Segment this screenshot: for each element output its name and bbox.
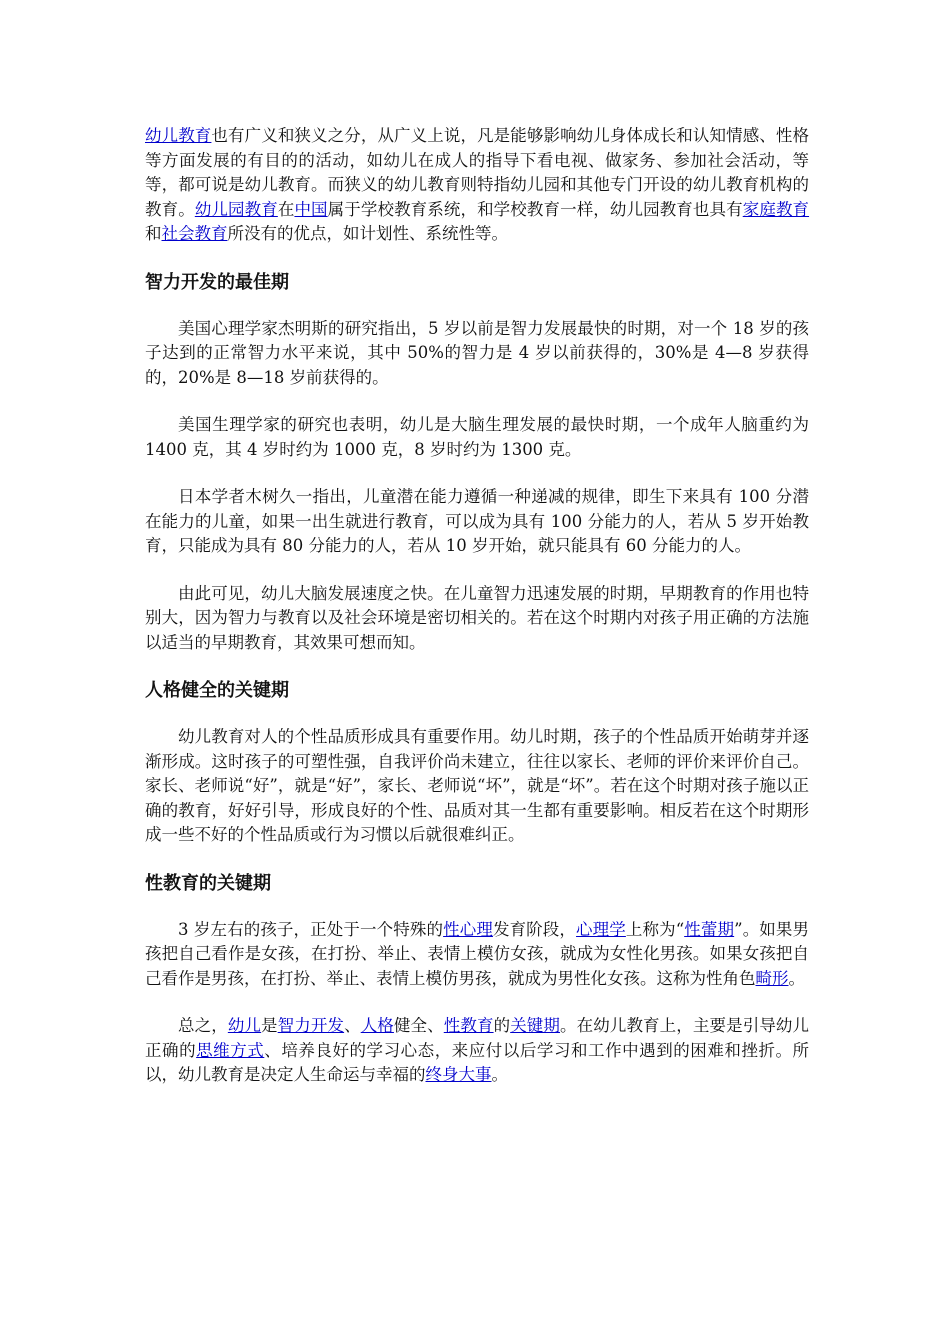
paragraph-text: 和 xyxy=(145,224,162,243)
paragraph-text: 是 xyxy=(261,1016,278,1035)
paragraph-text: 总之， xyxy=(178,1016,228,1035)
paragraph xyxy=(145,918,809,992)
hyperlink[interactable]: 心理学 xyxy=(576,919,626,939)
hyperlink[interactable]: 思维方式 xyxy=(196,1040,265,1060)
hyperlink[interactable]: 幼儿 xyxy=(227,1016,262,1035)
paragraph xyxy=(145,1014,809,1088)
hyperlink[interactable]: 幼儿教育 xyxy=(145,126,212,145)
paragraph-text: 。 xyxy=(491,1065,508,1084)
paragraph-text: 也有广义和狭义之分，从广义上说，凡是能够影响幼儿身体成长和认知情感、性格等方面发展的有目的的活动，如幼儿在成人的指导下看电视、做家务、参加社会活动，等等，都可说是幼儿教育。而狭义的幼儿教育则特指幼儿园和其他专门开设的幼儿教育机构的教育。 xyxy=(145,126,810,219)
paragraph-text: 的 xyxy=(493,1016,511,1035)
paragraph-text: 美国生理学家的研究也表明，幼儿是大脑生理发展的最快时期，一个成年人脑重约为 1400 克，其 4 岁时约为 1000 克，8 岁时约为 1300 克。 xyxy=(145,415,809,459)
hyperlink[interactable]: 性心理 xyxy=(443,919,493,939)
paragraph-text: 在 xyxy=(277,199,295,219)
paragraph-text: 上称为“ xyxy=(625,919,685,939)
paragraph-text: 所没有的优点，如计划性、系统性等。 xyxy=(227,224,508,243)
hyperlink[interactable]: 性教育 xyxy=(443,1016,494,1035)
hyperlink[interactable]: 关键期 xyxy=(510,1016,561,1035)
hyperlink[interactable]: 社会教育 xyxy=(161,224,228,243)
paragraph xyxy=(145,413,809,462)
section-heading: 性教育的关键期 xyxy=(145,872,271,894)
paragraph xyxy=(145,317,809,391)
hyperlink[interactable]: 性蕾期 xyxy=(684,919,735,939)
paragraph-text: 由此可见，幼儿大脑发展速度之快。在儿童智力迅速发展的时期，早期教育的作用也特别大，因为智力与教育以及社会环境是密切相关的。若在这个时期内对孩子用正确的方法施以适当的早期教育，其效果可想而知。 xyxy=(145,583,809,652)
paragraph-text: 属于学校教育系统，和学校教育一样，幼儿园教育也具有 xyxy=(327,199,743,219)
hyperlink[interactable]: 终身大事 xyxy=(425,1065,492,1084)
paragraph xyxy=(145,485,809,559)
paragraph xyxy=(145,124,809,247)
paragraph-text: 、 xyxy=(344,1016,361,1035)
paragraph-text: 。 xyxy=(788,968,805,988)
hyperlink[interactable]: 畸形 xyxy=(755,968,789,988)
section-heading: 人格健全的关键期 xyxy=(145,680,289,701)
hyperlink[interactable]: 人格 xyxy=(360,1016,394,1035)
paragraph-text: 、培养良好的学习心态，来应付以后学习和工作中遇到的困难和挫折。所以，幼儿教育是决定人生命运与幸福的 xyxy=(145,1040,810,1084)
paragraph-text: 美国心理学家杰明斯的研究指出，5 岁以前是智力发展最快的时期，对一个 18 岁的孩子达到的正常智力水平来说，其中 50%的智力是 4 岁以前获得的，30%是 4—8 岁获得的，20%是 8—18 岁前获得的。 xyxy=(145,318,809,387)
paragraph-text: 3 岁左右的孩子，正处于一个特殊的 xyxy=(178,919,444,939)
paragraph-text: 。在幼儿教育上，主要是引导幼儿正确的 xyxy=(145,1016,810,1060)
paragraph-text: 健全、 xyxy=(393,1016,444,1035)
paragraph-text: 发育阶段， xyxy=(492,919,577,939)
paragraph xyxy=(145,582,809,656)
paragraph xyxy=(145,725,809,848)
section-heading: 智力开发的最佳期 xyxy=(145,271,289,293)
hyperlink[interactable]: 中国 xyxy=(294,199,328,219)
paragraph-text: 幼儿教育对人的个性品质形成具有重要作用。幼儿时期，孩子的个性品质开始萌芽并逐渐形成。这时孩子的可塑性强，自我评价尚未建立，往往以家长、老师的评价来评价自己。家长、老师说“好”，就是“好”，家长、老师说“坏”，就是“坏”。若在这个时期对孩子施以正确的教育，好好引导，形成良好的个性、品质对其一生都有重要影响。相反若在这个时期形成一些不好的个性品质或行为习惯以后就很难纠正。 xyxy=(145,727,809,844)
paragraph-text: 日本学者木树久一指出，儿童潜在能力遵循一种递减的规律，即生下来具有 100 分潜在能力的儿童，如果一出生就进行教育，可以成为具有 100 分能力的人，若从 5 岁开始教育，只能成为具有 80 分能力的人，若从 10 岁开始，就只能具有 60 分能力的人。 xyxy=(145,487,809,555)
document-page xyxy=(145,124,809,1111)
hyperlink[interactable]: 智力开发 xyxy=(277,1016,345,1035)
paragraph-text: ”。如果男孩把自己看作是女孩，在打扮、举止、表情上模仿女孩，就成为女性化男孩。如果女孩把自己看作是男孩，在打扮、举止、表情上模仿男孩，就成为男性化女孩。这称为性角色 xyxy=(145,919,810,988)
hyperlink[interactable]: 家庭教育 xyxy=(742,199,810,219)
hyperlink[interactable]: 幼儿园教育 xyxy=(194,199,278,219)
